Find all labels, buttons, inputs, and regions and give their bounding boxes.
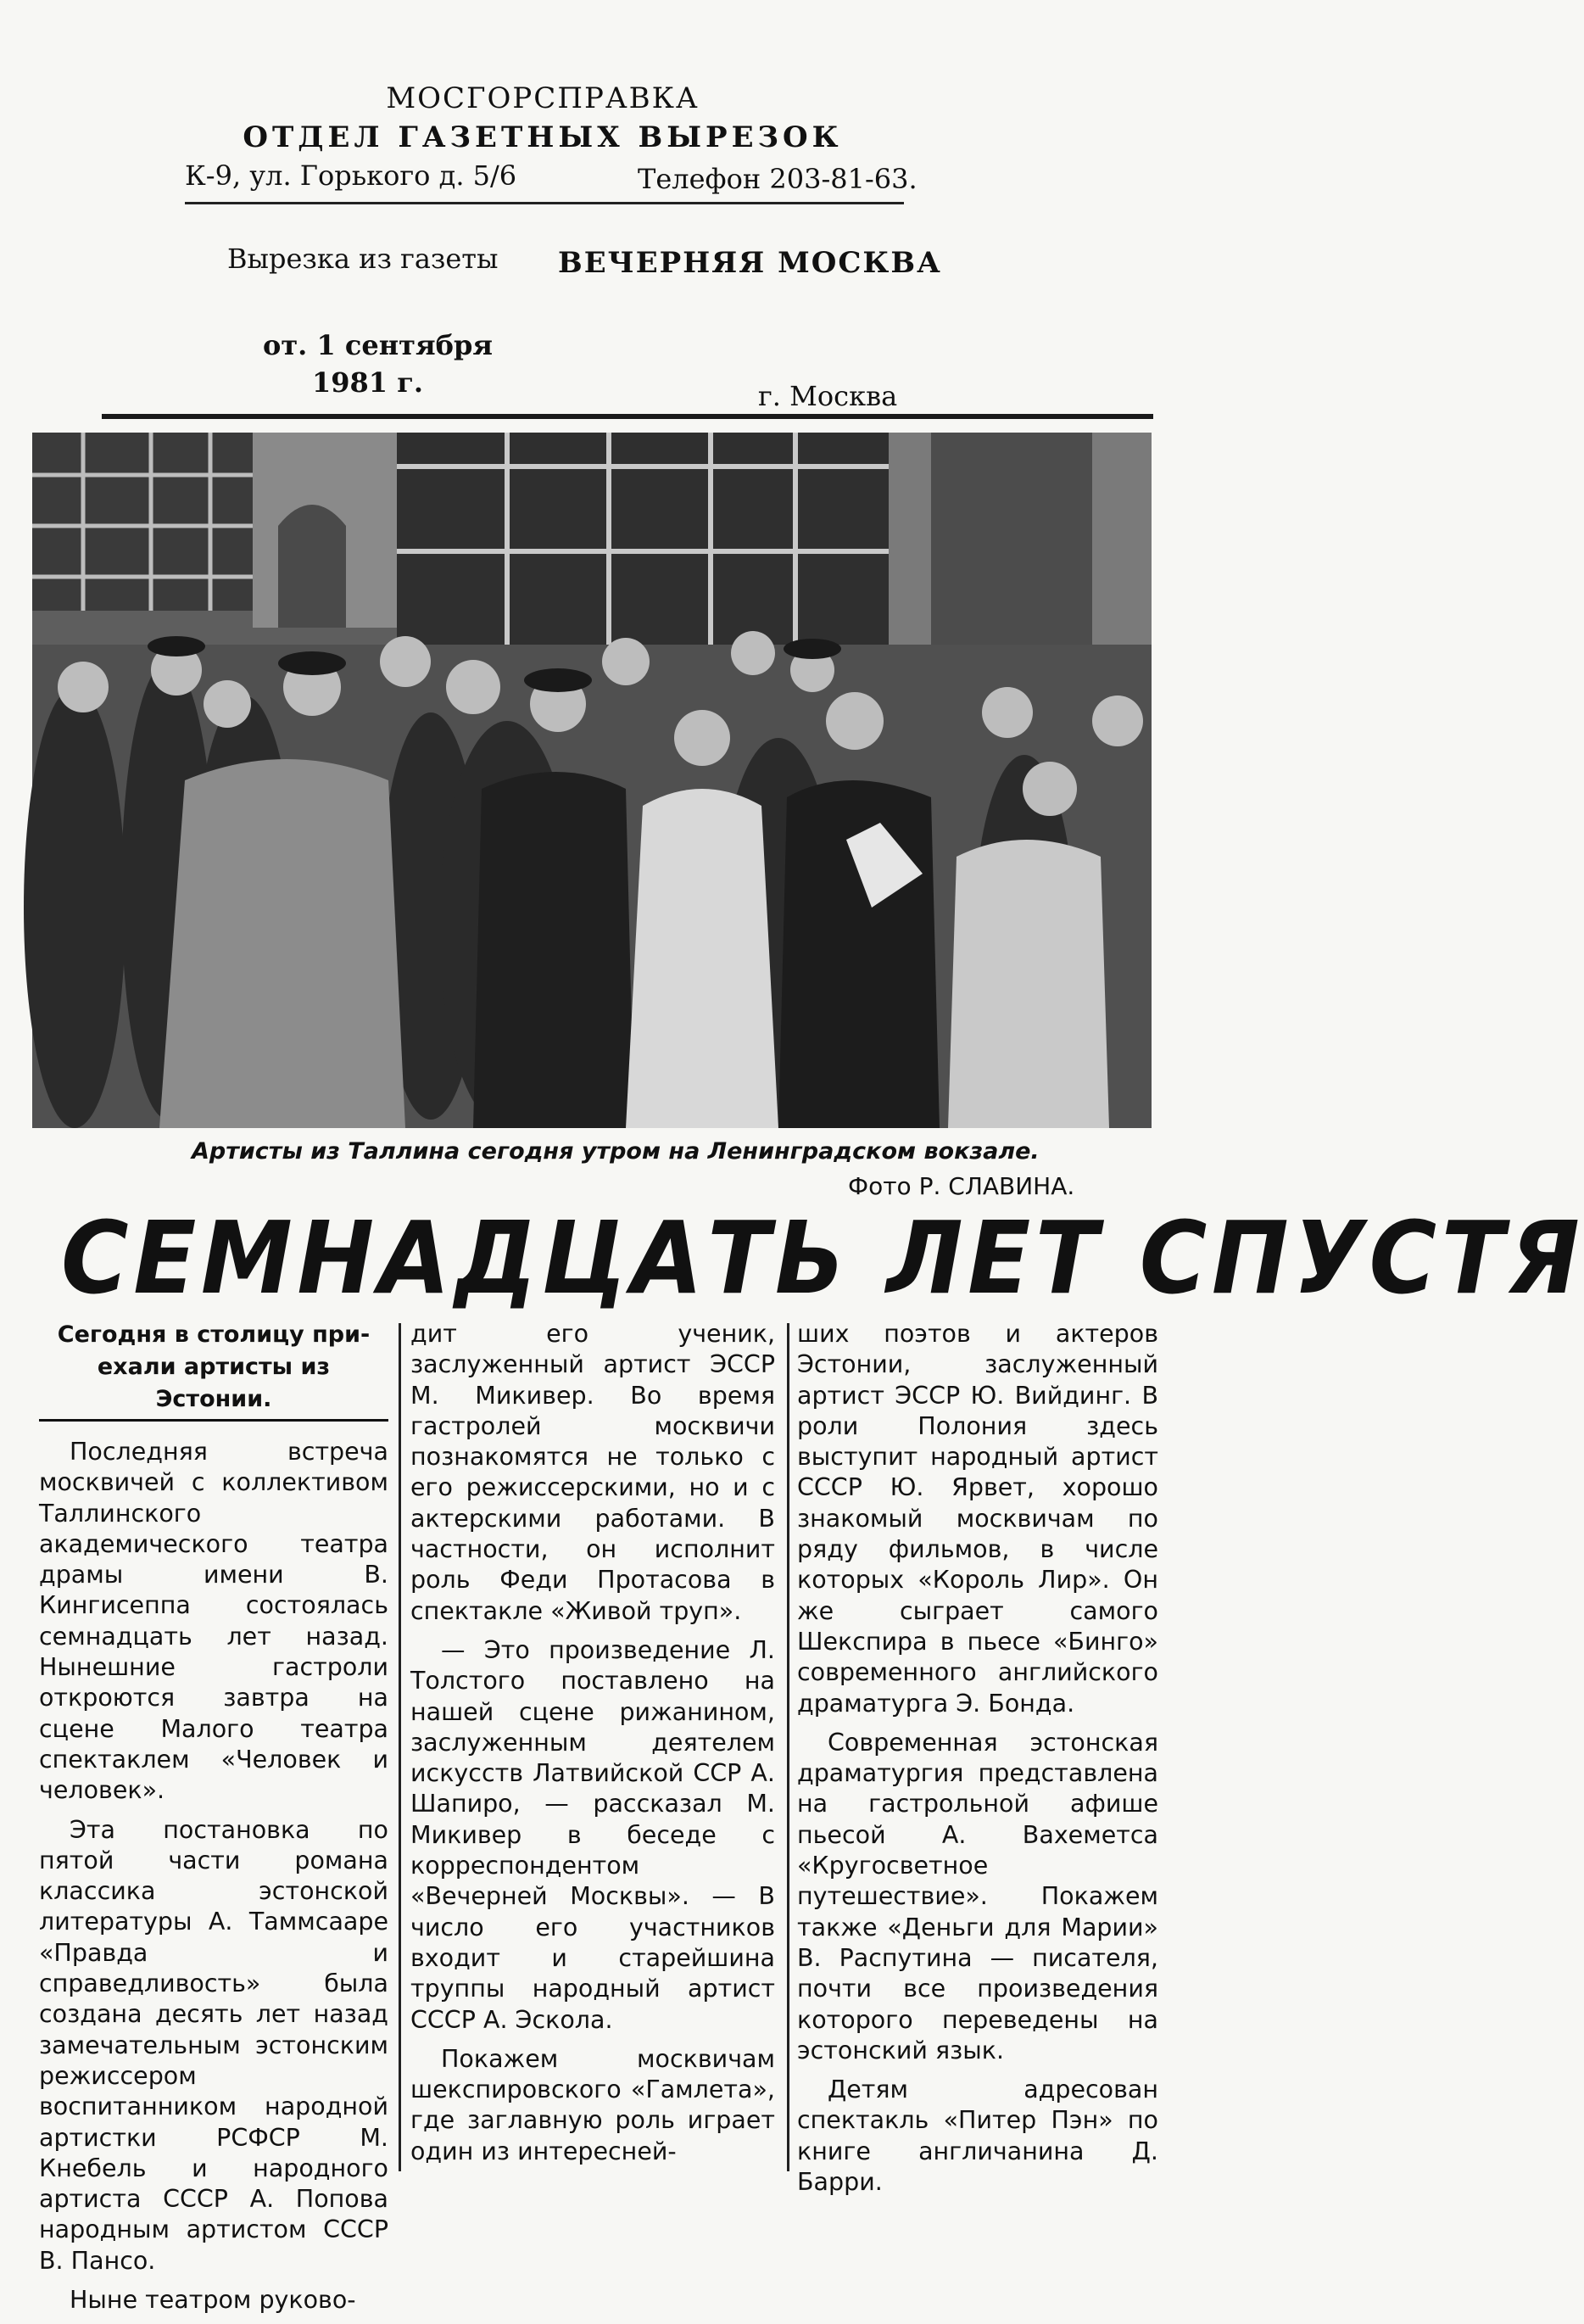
group-photo bbox=[32, 433, 1152, 1128]
stamp-org: МОСГОРСПРАВКА bbox=[386, 81, 700, 115]
paragraph: Последняя встреча москвичей с коллективом Таллинского академического театра драмы имени В. Кингисеппа состоялась семнадцать лет назад. Нынешние гастроли откроются завтра на сцене Малого театра спектаклем «Человек и человек». bbox=[39, 1438, 388, 1805]
column-divider bbox=[787, 1323, 789, 2171]
paragraph: Детям адресован спектакль «Питер Пэн» по книге англичанина Д. Барри. bbox=[797, 2075, 1158, 2197]
stamp-clip-label: Вырезка из газеты bbox=[227, 243, 499, 275]
photo-caption: Артисты из Таллина сегодня утром на Ленинградском вокзале. bbox=[192, 1138, 1040, 1165]
kicker-line-2: ехали артисты из Эстонии. bbox=[97, 1354, 331, 1412]
photo-credit: Фото Р. СЛАВИНА. bbox=[848, 1172, 1075, 1200]
article-column-1 bbox=[39, 1319, 388, 2324]
stamp-year: 1981 г. bbox=[312, 366, 423, 399]
article-column-3 bbox=[797, 1319, 1158, 2206]
article-kicker bbox=[39, 1319, 388, 1422]
stamp-phone: Телефон 203-81-63. bbox=[638, 163, 917, 195]
article-column-2 bbox=[410, 1319, 775, 2176]
paragraph: Покажем москвичам шекспировского «Гамлета», где заглавную роль играет один из интересней- bbox=[410, 2044, 775, 2165]
stamp-date: от. 1 сентября bbox=[263, 329, 493, 361]
article-headline: СЕМНАДЦАТЬ ЛЕТ СПУСТЯ bbox=[61, 1199, 1584, 1316]
kicker-line-1: Сегодня в столицу при- bbox=[57, 1321, 371, 1348]
newspaper-top-rule bbox=[102, 414, 1153, 419]
stamp-divider bbox=[185, 202, 904, 204]
paragraph: — Это произведение Л. Толстого поставлено на нашей сцене рижанином, заслуженным деятелем искусств Латвийской ССР А. Шапиро, — рассказал М. Микивер в беседе с корреспондентом «Вечерней Москвы». — В число его участников входит и старейшина труппы народный артист СССР А. Эскола. bbox=[410, 1635, 775, 2034]
paragraph: Современная эстонская драматургия представлена на гастрольной афише пьесой А. Вахеметса «Кругосветное путешествие». Покажем также «Деньги для Марии» В. Распутина — писателя, почти все произведения которого переведены на эстонский язык. bbox=[797, 1728, 1158, 2064]
paragraph: Эта постановка по пятой части романа классика эстонской литературы А. Таммсааре «Правда и справедливость» была создана десять лет назад замечательным эстонским режиссером воспитанником народной артистки РСФСР М. Кнебель и народного артиста СССР А. Попова народным артистом СССР В. Пансо. bbox=[39, 1815, 388, 2275]
stamp-address: К-9, ул. Горького д. 5/6 bbox=[185, 159, 517, 192]
clipping-service-stamp bbox=[0, 0, 1170, 424]
stamp-newspaper-name: ВЕЧЕРНЯЯ МОСКВА bbox=[558, 246, 942, 280]
paragraph: Ныне театром руково- bbox=[70, 2286, 356, 2315]
stamp-department: ОТДЕЛ ГАЗЕТНЫХ ВЫРЕЗОК bbox=[243, 120, 843, 154]
paragraph: ших поэтов и актеров Эстонии, заслуженный артист ЭССР Ю. Вийдинг. В роли Полония здесь выступит народный артист СССР Ю. Ярвет, хорошо знакомый москвичам по ряду фильмов, в числе которых «Король Лир». Он же сыграет самого Шекспира в пьесе «Бинго» современного английского драматурга Э. Бонда. bbox=[797, 1320, 1158, 1718]
stamp-city: г. Москва bbox=[758, 380, 898, 412]
column-divider bbox=[399, 1323, 401, 2171]
paragraph: дит его ученик, заслуженный артист ЭССР М. Микивер. Во время гастролей москвичи познакомятся не только с его режиссерскими, но и с актерскими работами. В частности, он исполнит роль Феди Протасова в спектакле «Живой труп». bbox=[410, 1320, 775, 1625]
